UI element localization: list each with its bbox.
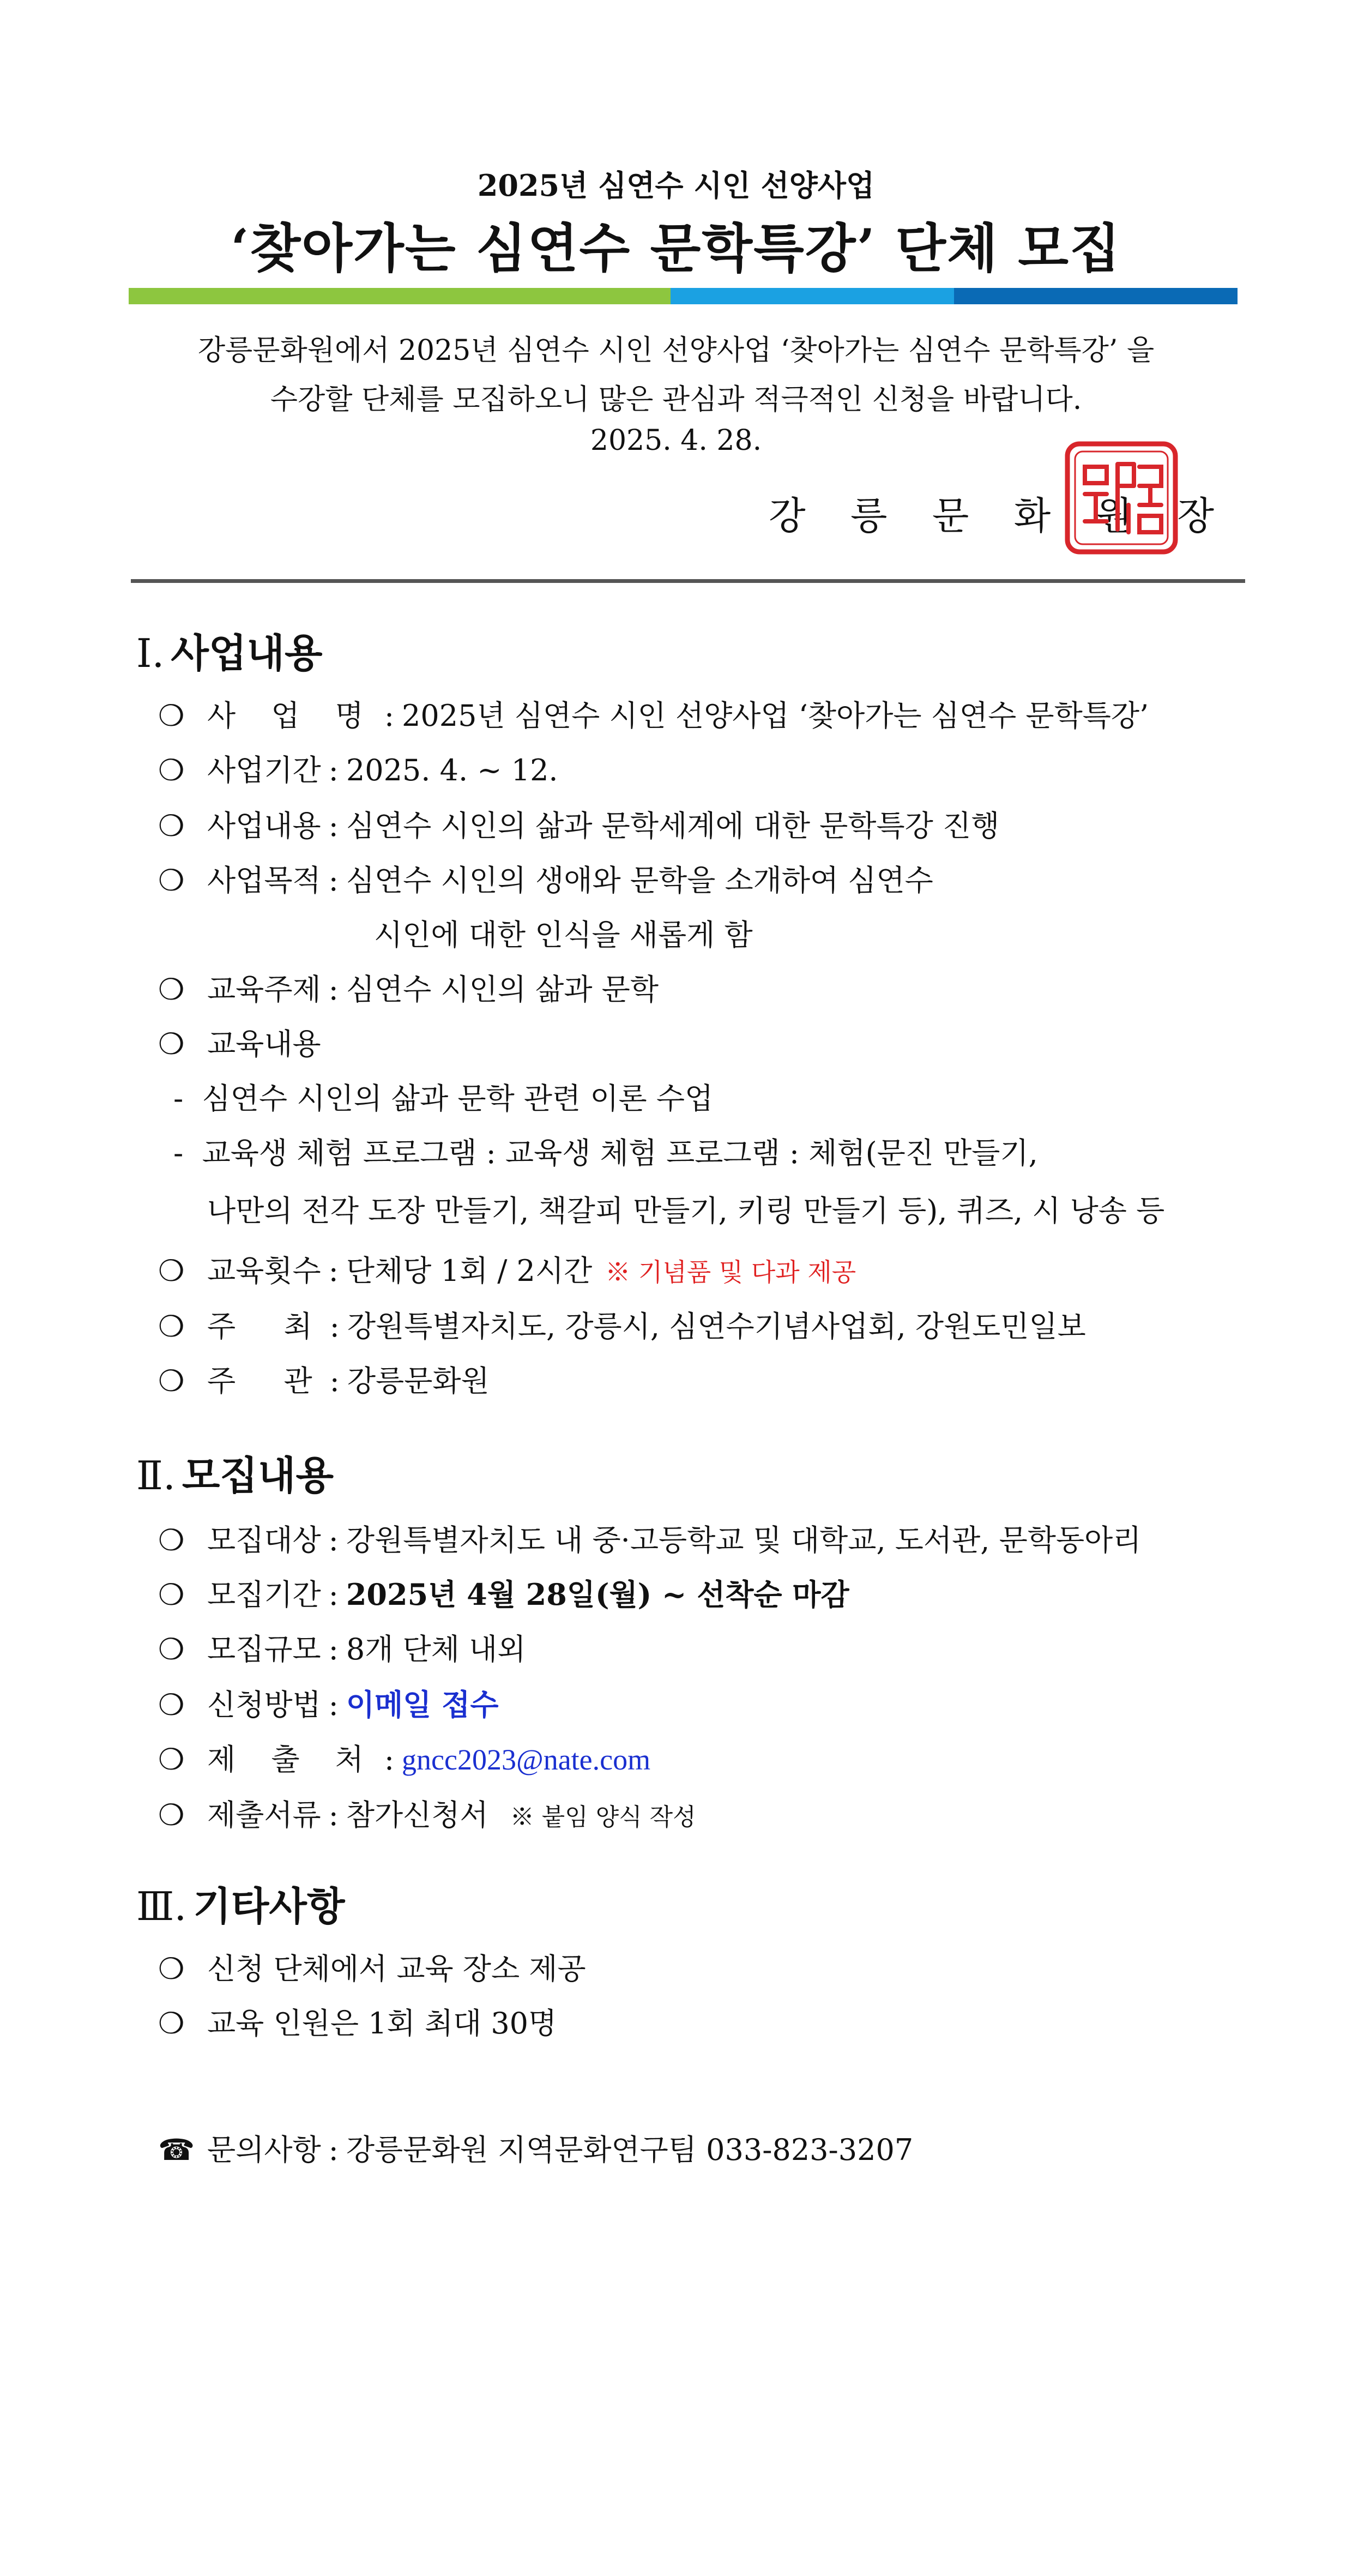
item-label: 모집기간 [207, 1578, 321, 1612]
item-label: 주 최 [207, 1309, 322, 1344]
dash-bullet: - [173, 1081, 184, 1116]
item-value-continuation: 시인에 대한 인식을 새롭게 함 [374, 918, 753, 952]
colon: : [329, 1364, 340, 1398]
item-value: 강릉문화원 [347, 1364, 490, 1398]
circle-bullet-icon: ❍ [158, 1952, 185, 1986]
colon: : [328, 863, 339, 898]
contact-line [158, 2127, 913, 2169]
item-value: 8개 단체 내외 [346, 1632, 526, 1666]
issuer-name: 강 릉 문 화 원 장 [769, 493, 1230, 538]
item-value: 강원특별자치도, 강릉시, 심연수기념사업회, 강원도민일보 [347, 1309, 1086, 1344]
notice-date: 2025. 4. 28. [590, 424, 762, 457]
gift-note: ※ 기념품 및 다과 제공 [605, 1257, 856, 1287]
circle-bullet-icon: ❍ [158, 1027, 185, 1061]
title-bar-green [129, 288, 671, 304]
circle-bullet-icon: ❍ [158, 1632, 185, 1666]
colon: : [384, 699, 395, 733]
sub-item-text: 교육생 체험 프로그램 : 교육생 체험 프로그램 : 체험(문진 만들기, [202, 1136, 1038, 1170]
email-link[interactable]: gncc2023@nate.com [402, 1743, 651, 1776]
list-item [158, 966, 659, 1008]
item-value: 이메일 접수 [346, 1687, 499, 1722]
item-value: 단체당 1회 / 2시간 [346, 1254, 593, 1288]
circle-bullet-icon: ❍ [158, 1742, 185, 1777]
list-item [158, 1248, 856, 1290]
item-label: 사 업 명 [207, 699, 377, 733]
attachment-note: ※ 붙임 양식 작성 [510, 1803, 696, 1831]
list-item [158, 1358, 490, 1400]
sub-list-item [173, 1130, 1038, 1172]
circle-bullet-icon: ❍ [158, 863, 185, 898]
list-item [158, 747, 558, 789]
circle-bullet-icon: ❍ [158, 2006, 185, 2041]
header-divider [131, 579, 1245, 583]
section-3-heading [136, 1875, 345, 1931]
section-number: Ⅰ. [136, 630, 165, 676]
item-label: 사업내용 [207, 809, 321, 843]
section-title: 모집내용 [182, 1452, 334, 1498]
document-subtitle: 2025년 심연수 시인 선양사업 [477, 168, 875, 203]
item-label: 모집대상 [207, 1523, 321, 1557]
section-title: 사업내용 [171, 630, 323, 676]
item-label: 모집규모 [207, 1632, 321, 1666]
circle-bullet-icon: ❍ [158, 1578, 185, 1612]
colon: : [328, 1688, 339, 1722]
circle-bullet-icon: ❍ [158, 1688, 185, 1722]
intro-line-2: 수강할 단체를 모집하오니 많은 관심과 적극적인 신청을 바랍니다. [270, 383, 1082, 416]
list-item [158, 693, 1149, 735]
item-value: 심연수 시인의 생애와 문학을 소개하여 심연수 [346, 863, 933, 898]
item-label: 사업목적 [207, 863, 321, 898]
circle-bullet-icon: ❍ [158, 699, 185, 733]
item-value: 강원특별자치도 내 중·고등학교 및 대학교, 도서관, 문학동아리 [346, 1523, 1142, 1557]
item-label: 주 관 [207, 1364, 322, 1398]
list-item [158, 1021, 321, 1063]
intro-line-1: 강릉문화원에서 2025년 심연수 시인 선양사업 ‘찾아가는 심연수 문학특강’ 을 [197, 334, 1155, 367]
colon: : [328, 753, 339, 787]
sub-list-item [173, 1075, 713, 1117]
section-number: Ⅱ. [136, 1453, 176, 1498]
item-value: 교육 인원은 1회 최대 30명 [207, 2006, 557, 2041]
sub-item-continuation: 나만의 전각 도장 만들기, 책갈피 만들기, 키링 만들기 등), 퀴즈, 시 낭송 등 [207, 1194, 1165, 1228]
list-item [158, 1303, 1086, 1345]
colon: : [329, 1309, 340, 1344]
colon: : [328, 1632, 339, 1666]
item-value: 신청 단체에서 교육 장소 제공 [207, 1952, 586, 1986]
list-item [158, 1792, 696, 1834]
item-value: 심연수 시인의 삶과 문학 [346, 972, 659, 1007]
colon: : [384, 1742, 395, 1777]
circle-bullet-icon: ❍ [158, 1309, 185, 1344]
list-item [158, 1572, 849, 1614]
section-number: Ⅲ. [136, 1883, 187, 1929]
colon: : [328, 1254, 339, 1288]
item-label: 교육주제 [207, 972, 321, 1007]
colon: : [328, 1523, 339, 1557]
item-value: 2025년 4월 28일(월) ~ 선착순 마감 [346, 1577, 849, 1612]
sub-item-text: 심연수 시인의 삶과 문학 관련 이론 수업 [202, 1081, 714, 1116]
item-label: 사업기간 [207, 753, 321, 787]
title-bar-cyan [671, 288, 954, 304]
list-item [158, 1626, 526, 1668]
colon: : [328, 809, 339, 843]
colon: : [328, 1578, 339, 1612]
circle-bullet-icon: ❍ [158, 809, 185, 843]
list-item [158, 1682, 498, 1724]
colon: : [328, 1798, 339, 1832]
item-value: 심연수 시인의 삶과 문학세계에 대한 문학특강 진행 [346, 809, 1000, 843]
item-value: 2025년 심연수 시인 선양사업 ‘찾아가는 심연수 문학특강’ [402, 699, 1149, 733]
document-title: ‘찾아가는 심연수 문학특강’ 단체 모집 [231, 218, 1121, 279]
list-item [158, 803, 999, 845]
section-title: 기타사항 [193, 1883, 345, 1929]
colon: : [328, 2133, 339, 2167]
list-item [158, 1736, 650, 1778]
phone-icon: ☎ [158, 2133, 195, 2167]
contact-label: 문의사항 [207, 2133, 321, 2167]
item-value: 2025. 4. ~ 12. [346, 753, 558, 787]
section-1-heading [136, 622, 323, 678]
contact-value: 강릉문화원 지역문화연구팀 033-823-3207 [346, 2133, 914, 2167]
official-seal-icon [1063, 440, 1180, 556]
item-label: 제출서류 [207, 1798, 321, 1832]
colon: : [328, 972, 339, 1007]
item-label: 교육내용 [207, 1027, 321, 1061]
section-2-heading [136, 1444, 334, 1501]
item-value: 참가신청서 [346, 1798, 488, 1832]
dash-bullet: - [173, 1136, 184, 1170]
circle-bullet-icon: ❍ [158, 753, 185, 787]
item-label: 신청방법 [207, 1688, 321, 1722]
circle-bullet-icon: ❍ [158, 1523, 185, 1557]
list-item [158, 857, 933, 899]
item-label: 제 출 처 [207, 1742, 377, 1777]
item-label: 교육횟수 [207, 1254, 321, 1288]
list-item [158, 2000, 557, 2042]
title-bar-blue [954, 288, 1238, 304]
circle-bullet-icon: ❍ [158, 1798, 185, 1832]
circle-bullet-icon: ❍ [158, 1254, 185, 1288]
circle-bullet-icon: ❍ [158, 1364, 185, 1398]
list-item [158, 1517, 1141, 1559]
list-item [158, 1946, 586, 1988]
circle-bullet-icon: ❍ [158, 972, 185, 1007]
